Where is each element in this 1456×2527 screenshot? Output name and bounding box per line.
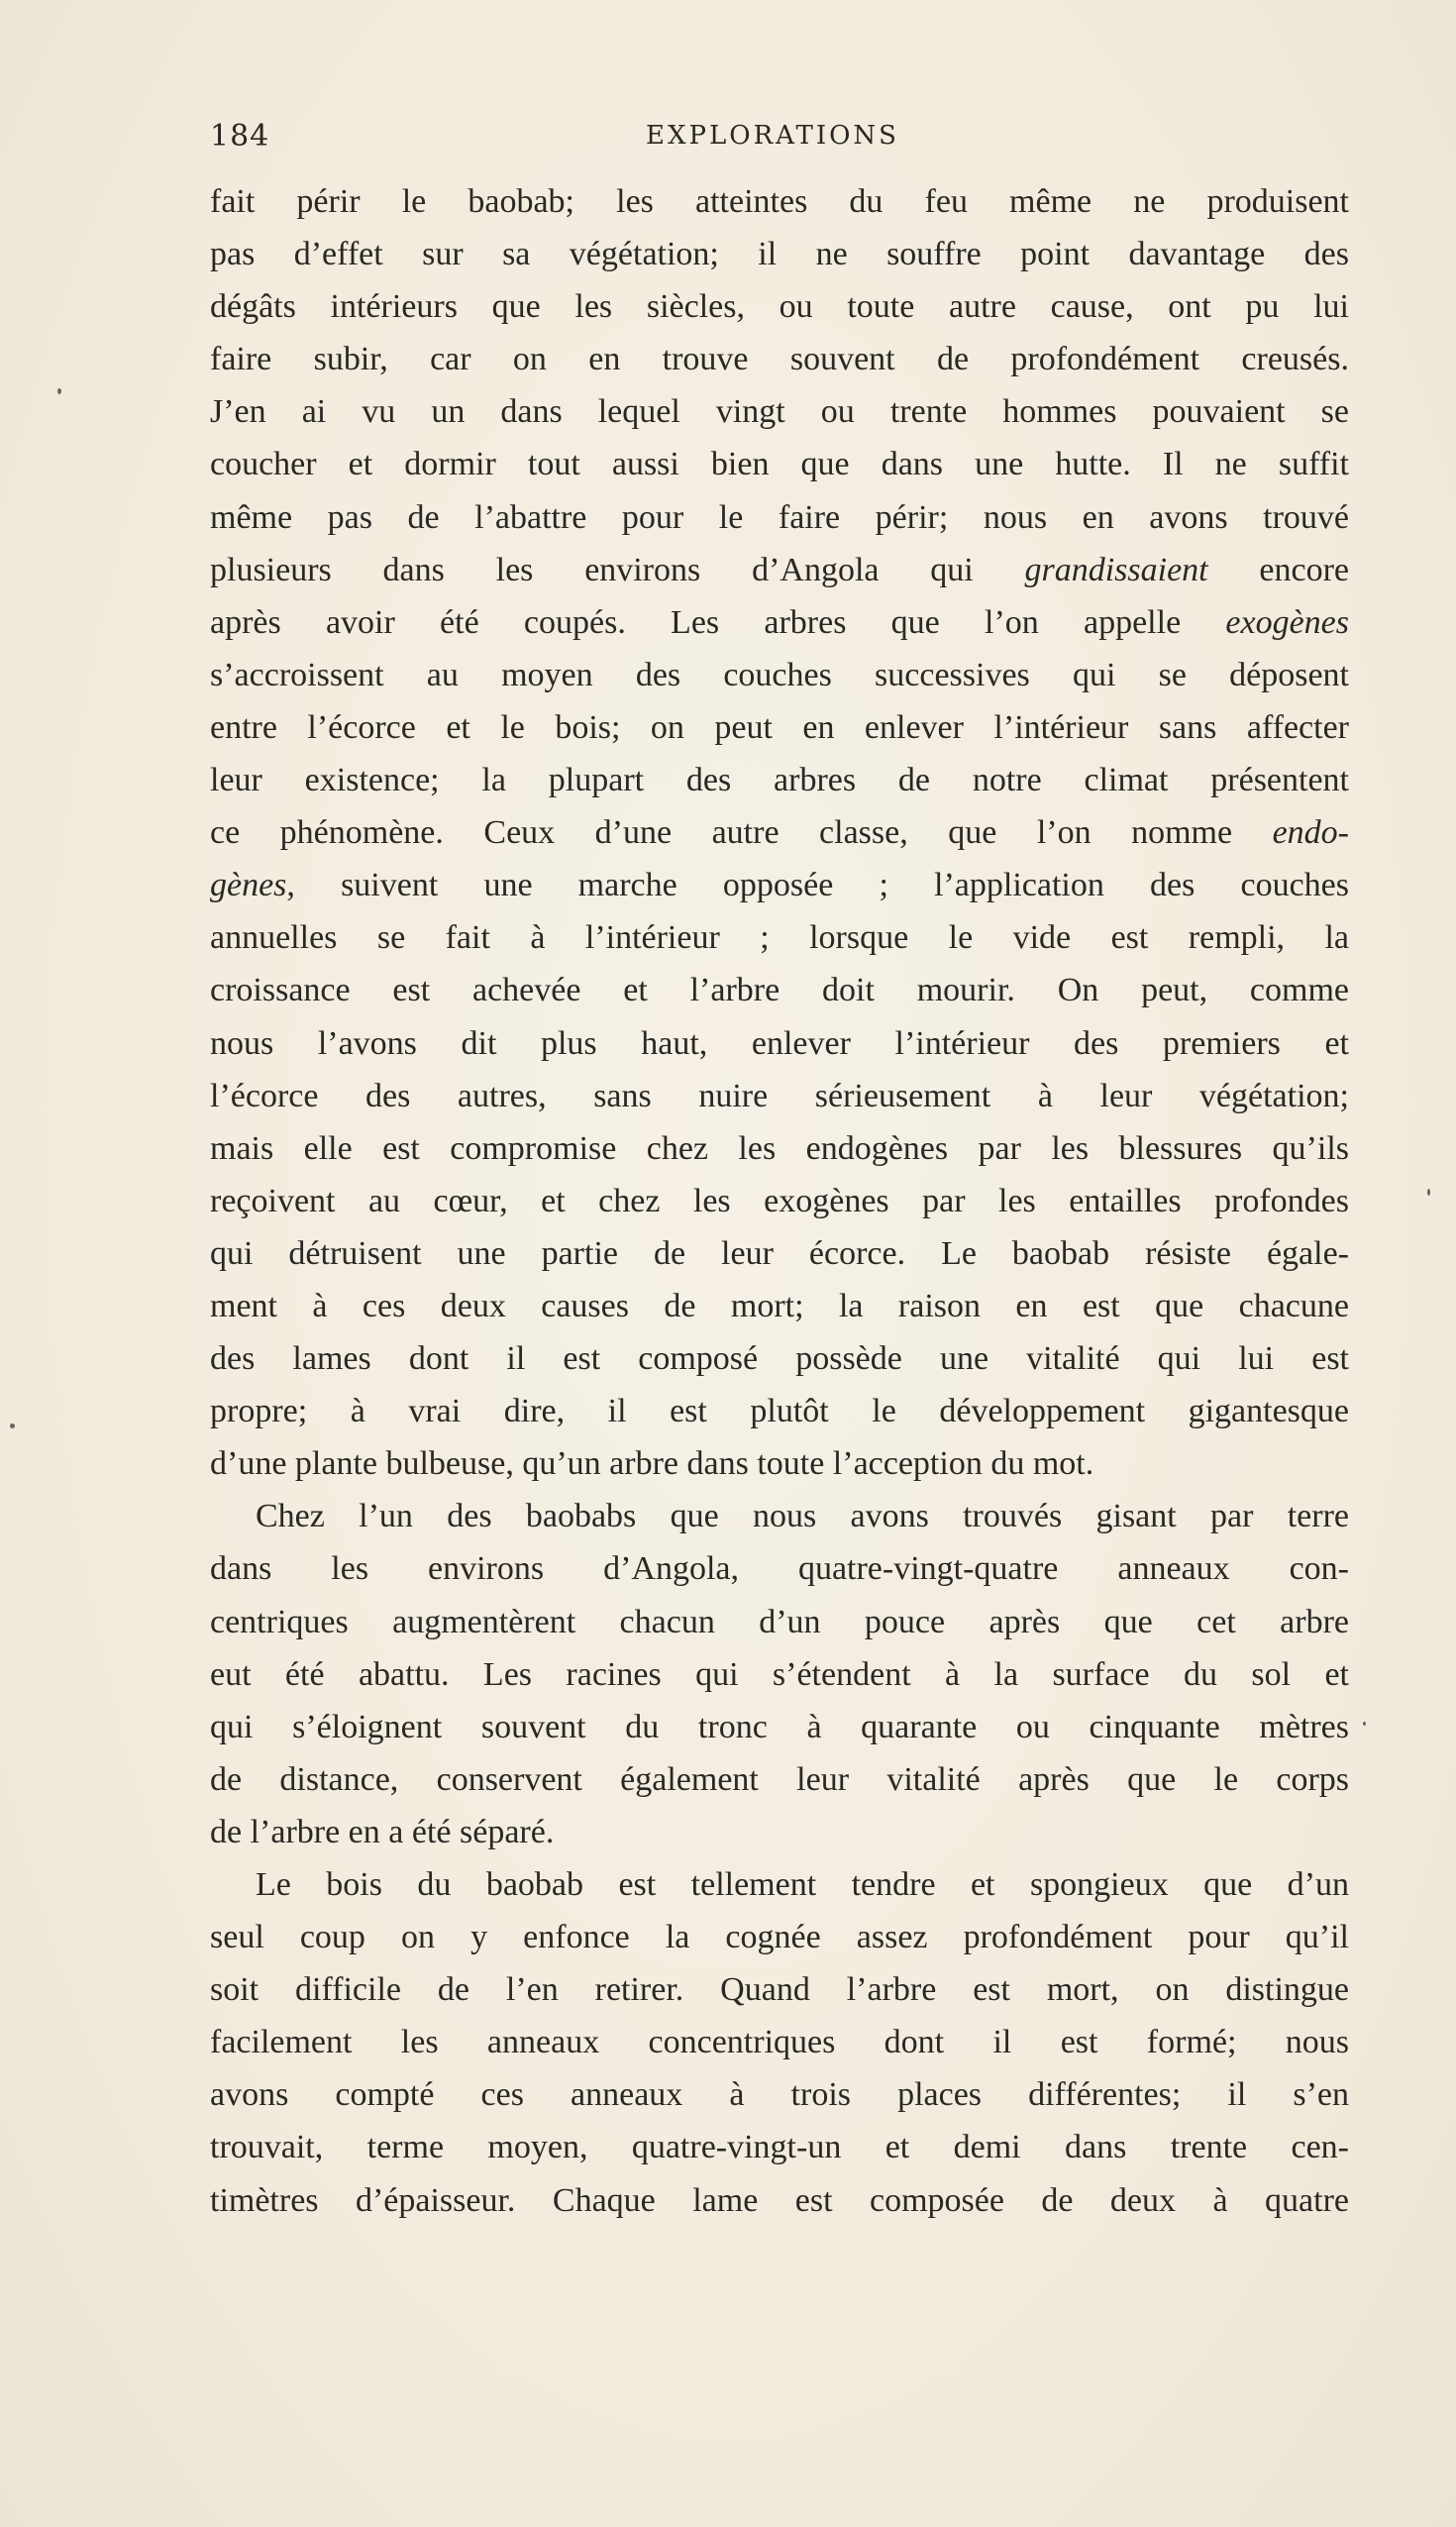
text-run: , suivent une marche opposée ; l’application des couches	[286, 867, 1349, 904]
text-line	[210, 964, 1349, 1016]
text-run: facilement les anneaux concentriques dont il est formé; nous	[210, 2024, 1349, 2061]
text-run: Chez l’un des baobabs que nous avons trouvés gisant par terre	[256, 1498, 1349, 1535]
text-run: qui s’éloignent souvent du tronc à quarante ou cinquante mètres	[210, 1708, 1349, 1745]
text-line	[210, 1332, 1349, 1385]
text-run: coucher et dormir tout aussi bien que dans une hutte. Il ne suffit	[210, 446, 1349, 483]
text-line	[210, 1648, 1349, 1701]
italic-text: exogènes	[1225, 603, 1349, 641]
text-line	[210, 2174, 1349, 2227]
text-run: même pas de l’abattre pour le faire périr; nous en avons trouvé	[210, 498, 1349, 536]
text-line	[210, 1490, 1349, 1542]
text-line	[210, 911, 1349, 964]
text-run: des lames dont il est composé possède une vitalité qui lui est	[210, 1340, 1349, 1378]
text-line	[210, 280, 1349, 333]
running-head: EXPLORATIONS	[646, 121, 899, 151]
text-line	[210, 1963, 1349, 2016]
text-run: J’en ai vu un dans lequel vingt ou trente hommes pouvaient se	[210, 393, 1349, 431]
text-run: eut été abattu. Les racines qui s’étendent à la surface du sol et	[210, 1655, 1349, 1693]
text-line	[210, 701, 1349, 754]
paper-speck	[1427, 1189, 1430, 1196]
text-line	[210, 596, 1349, 649]
text-line	[210, 1542, 1349, 1595]
text-line	[210, 1806, 1349, 1858]
paper-speck	[1363, 1722, 1366, 1726]
text-line	[210, 2068, 1349, 2121]
text-run: annuelles se fait à l’intérieur ; lorsque le vide est rempli, la	[210, 919, 1349, 957]
text-run: avons compté ces anneaux à trois places différentes; il s’en	[210, 2076, 1349, 2114]
text-line	[210, 1175, 1349, 1227]
text-run: encore	[1207, 551, 1349, 588]
text-run: après avoir été coupés. Les arbres que l’on appelle	[210, 603, 1226, 641]
text-line	[210, 1122, 1349, 1175]
text-run: seul coup on y enfonce la cognée assez profondément pour qu’il	[210, 1919, 1349, 1956]
text-line	[210, 1437, 1349, 1490]
text-line	[210, 544, 1349, 596]
text-run: mais elle est compromise chez les endogènes par les blessures qu’ils	[210, 1129, 1349, 1167]
text-line	[210, 1753, 1349, 1806]
text-run: l’écorce des autres, sans nuire sérieusement à leur végétation;	[210, 1077, 1349, 1114]
italic-text: endo-	[1272, 814, 1349, 852]
text-line	[210, 1227, 1349, 1280]
italic-text: grandissaient	[1024, 551, 1208, 588]
text-run: s’accroissent au moyen des couches successives qui se déposent	[210, 656, 1349, 693]
text-run: entre l’écorce et le bois; on peut en enlever l’intérieur sans affecter	[210, 708, 1349, 746]
page-number: 184	[210, 119, 270, 154]
paper-speck	[10, 1423, 15, 1428]
text-line	[210, 2016, 1349, 2068]
text-run: d’une plante bulbeuse, qu’un arbre dans toute l’acception du mot.	[210, 1445, 1094, 1483]
text-line	[210, 175, 1349, 228]
text-line	[210, 1280, 1349, 1332]
text-line	[210, 438, 1349, 490]
text-line	[210, 333, 1349, 385]
text-run: plusieurs dans les environs d’Angola qui	[210, 551, 1025, 588]
text-run: dans les environs d’Angola, quatre-vingt-quatre anneaux con-	[210, 1550, 1349, 1588]
italic-text: gènes	[210, 867, 287, 904]
text-run: fait périr le baobab; les atteintes du feu même ne produisent	[210, 183, 1349, 220]
text-line	[210, 649, 1349, 701]
text-run: propre; à vrai dire, il est plutôt le développement gigantesque	[210, 1393, 1349, 1430]
text-run: ment à ces deux causes de mort; la raison en est que chacune	[210, 1287, 1349, 1324]
text-line	[210, 859, 1349, 911]
text-line	[210, 1070, 1349, 1122]
text-run: Le bois du baobab est tellement tendre et spongieux que d’un	[256, 1866, 1349, 1903]
text-line	[210, 228, 1349, 280]
text-run: nous l’avons dit plus haut, enlever l’intérieur des premiers et	[210, 1024, 1349, 1062]
text-line	[210, 806, 1349, 859]
text-run: trouvait, terme moyen, quatre-vingt-un et demi dans trente cen-	[210, 2129, 1349, 2166]
text-run: soit difficile de l’en retirer. Quand l’arbre est mort, on distingue	[210, 1971, 1349, 2009]
text-run: croissance est achevée et l’arbre doit mourir. On peut, comme	[210, 972, 1349, 1009]
text-run: centriques augmentèrent chacun d’un pouce après que cet arbre	[210, 1603, 1349, 1640]
text-line	[210, 1385, 1349, 1437]
body-text	[210, 175, 1349, 2227]
page-header	[210, 119, 1359, 158]
text-run: pas d’effet sur sa végétation; il ne souffre point davantage des	[210, 236, 1349, 273]
text-line	[210, 1596, 1349, 1648]
text-run: timètres d’épaisseur. Chaque lame est composée de deux à quatre	[210, 2181, 1349, 2219]
text-line	[210, 491, 1349, 544]
paper-speck	[57, 388, 61, 394]
text-run: dégâts intérieurs que les siècles, ou toute autre cause, ont pu lui	[210, 288, 1349, 326]
text-run: reçoivent au cœur, et chez les exogènes par les entailles profondes	[210, 1182, 1349, 1219]
text-run: qui détruisent une partie de leur écorce. Le baobab résiste égale-	[210, 1234, 1349, 1272]
text-run: ce phénomène. Ceux d’une autre classe, que l’on nomme	[210, 814, 1273, 852]
text-line	[210, 1911, 1349, 1963]
text-run: de distance, conservent également leur vitalité après que le corps	[210, 1760, 1349, 1798]
text-line	[210, 1858, 1349, 1911]
text-line	[210, 1701, 1349, 1753]
text-line	[210, 1017, 1349, 1070]
text-run: leur existence; la plupart des arbres de notre climat présentent	[210, 762, 1349, 799]
text-run: faire subir, car on en trouve souvent de profondément creusés.	[210, 341, 1349, 378]
text-run: de l’arbre en a été séparé.	[210, 1813, 555, 1850]
text-line	[210, 385, 1349, 438]
text-line	[210, 754, 1349, 806]
text-line	[210, 2121, 1349, 2173]
